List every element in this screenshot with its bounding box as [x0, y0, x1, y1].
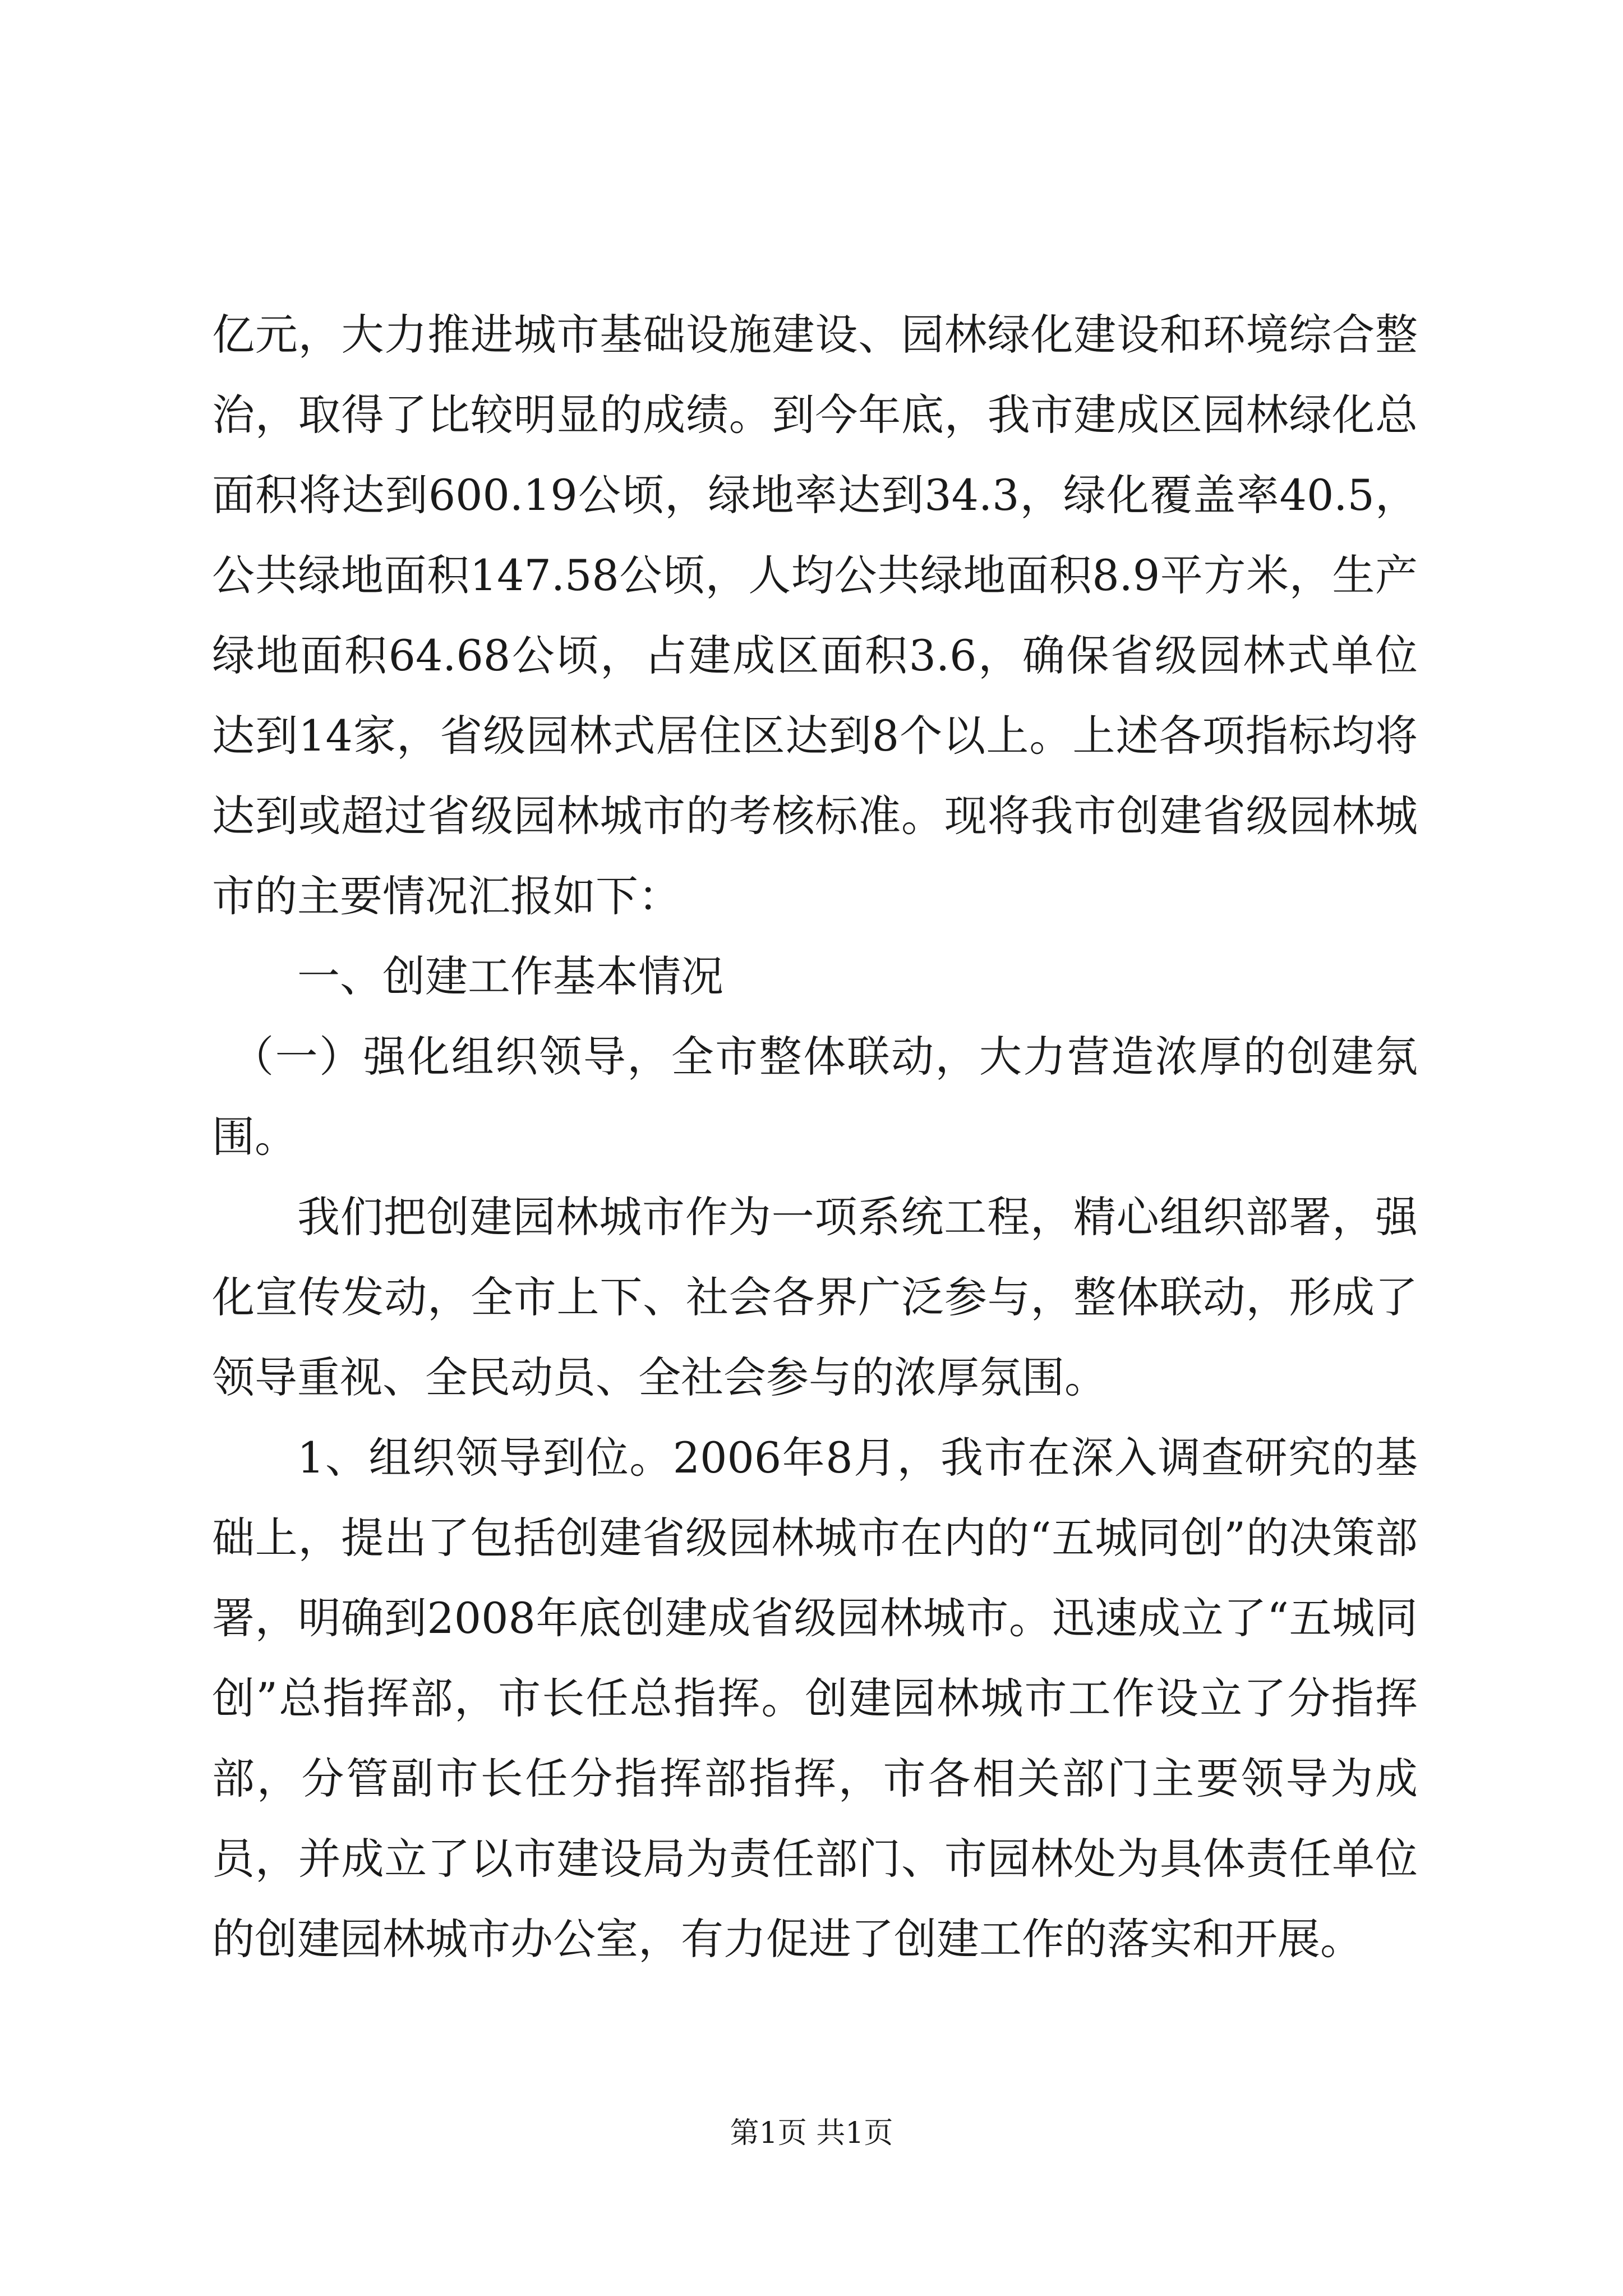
document-body — [212, 295, 1418, 1979]
paragraph: 我们把创建园林城市作为一项系统工程，精心组织部署，强化宣传发动，全市上下、社会各界广泛参与，整体联动，形成了领导重视、全民动员、全社会参与的浓厚氛围。 — [212, 1192, 1418, 1402]
page-footer: 第1页 共1页 — [730, 2116, 893, 2150]
paragraph: 1、组织领导到位。2006年8月，我市在深入调查研究的基础上，提出了包括创建省级园林城市在内的“五城同创”的决策部署，明确到2008年底创建成省级园林城市。迅速成立了“五城同创”总指挥部，市长任总指挥。创建园林城市工作设立了分指挥部，分管副市长任分指挥部指挥，市各相关部门主要领导为成员，并成立了以市建设局为责任部门、市园林处为具体责任单位的创建园林城市办公室，有力促进了创建工作的落实和开展。 — [212, 1433, 1418, 1964]
subsection-heading: （一）强化组织领导，全市整体联动，大力营造浓厚的创建氛围。 — [212, 1032, 1418, 1162]
paragraph-continuation: 亿元，大力推进城市基础设施建设、园林绿化建设和环境综合整治，取得了比较明显的成绩。到今年底，我市建成区园林绿化总面积将达到600.19公顷，绿地率达到34.3，绿化覆盖率40.5，公共绿地面积147.58公顷，人均公共绿地面积8.9平方米，生产绿地面积64.68公顷，占建成区面积3.6，确保省级园林式单位达到14家，省级园林式居住区达到8个以上。上述各项指标均将达到或超过省级园林城市的考核标准。现将我市创建省级园林城市的主要情况汇报如下： — [212, 310, 1418, 921]
section-heading: 一、创建工作基本情况 — [297, 951, 723, 1001]
